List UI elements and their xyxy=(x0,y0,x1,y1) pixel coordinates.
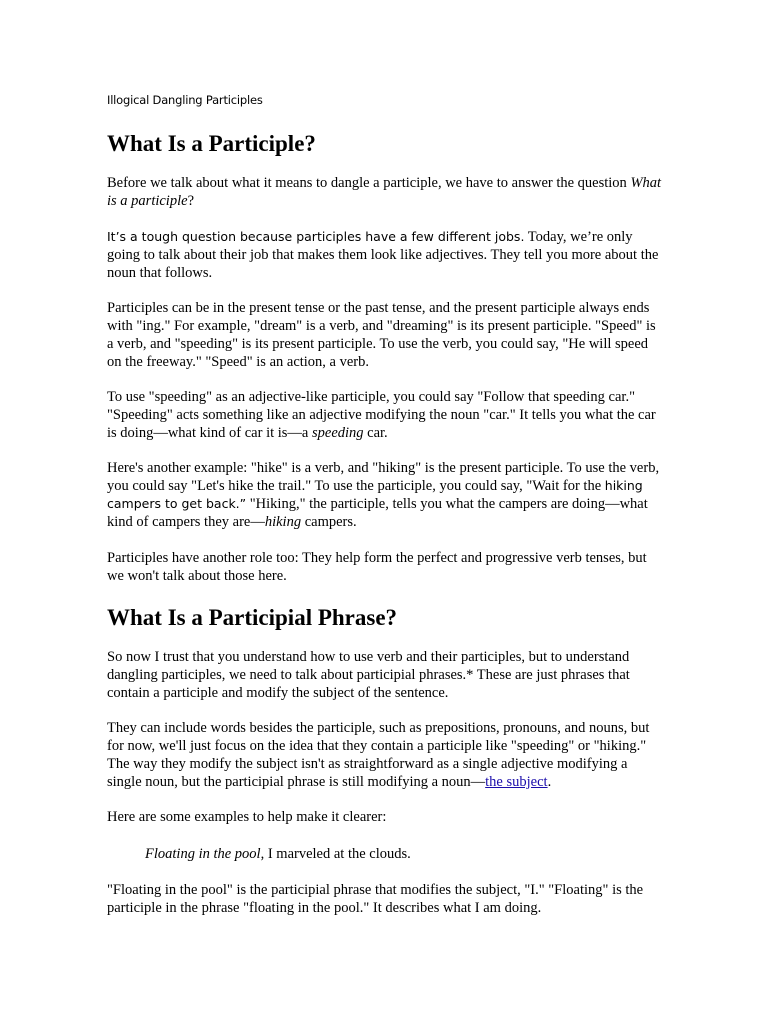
paragraph-speeding-example xyxy=(107,388,662,442)
the-subject-link[interactable]: the subject xyxy=(485,774,548,790)
text-run: To use "speeding" as an adjective-like participle, you could say "Follow that speeding car." "Speeding" acts something like an adjective modifying the noun "car." It tells you what the car is doing—what kind of car it is—a xyxy=(107,389,656,441)
paragraph-hiking-example xyxy=(107,459,662,531)
paragraph-tough-question xyxy=(107,228,662,282)
paragraph-floating-explanation: "Floating in the pool" is the participial phrase that modifies the subject, "I." "Floating" is the participle in the phrase "floating in the pool." It describes what I am doing. xyxy=(107,882,644,916)
paragraph-present-past-tense: Participles can be in the present tense or the past tense, and the present participle always ends with "ing." For example, "dream" is a verb, and "dreaming" is its present participle. "Speed" is a verb, and "speeding" is its present participle. To use the verb, you could say, "He will speed on the freeway." "Speed" is an action, a verb. xyxy=(107,300,656,370)
italic-text: speeding xyxy=(311,425,364,441)
heading-what-is-a-participial-phrase: What Is a Participial Phrase? xyxy=(107,605,398,630)
example-sentence xyxy=(145,845,662,863)
paragraph-participial-phrases: So now I trust that you understand how to use verb and their participles, but to understand dangling participles, we need to talk about participial phrases.* These are just phrases that contain a participle and modify the subject of the sentence. xyxy=(107,649,630,701)
heading-what-is-a-participle: What Is a Participle? xyxy=(107,131,316,156)
text-run-sans: hiking campers to get back.” xyxy=(107,478,643,511)
text-run-sans: It’s a tough question because participles have a few different jobs. xyxy=(107,229,525,244)
text-run: Before we talk about what it means to dangle a participle, we have to answer the question xyxy=(107,175,631,191)
paragraph-examples-intro: Here are some examples to help make it clearer: xyxy=(107,809,387,825)
text-run: Here's another example: "hike" is a verb, and "hiking" is the present participle. To use the verb, you could say "Let's hike the trail." To use the participle, you could say, "Wait for the xyxy=(107,460,660,494)
paragraph-intro xyxy=(107,174,662,210)
text-run: They can include words besides the participle, such as prepositions, pronouns, and nouns, but for now, we'll just focus on the idea that they contain a participle like "speeding" or "hiking." The way they modify the subject isn't as straightforward as a single adjective modifying a single noun, but the participial phrase is still modifying a noun— xyxy=(107,720,650,790)
text-run: , I marveled at the clouds. xyxy=(260,846,411,862)
paragraph-another-role: Participles have another role too: They help form the perfect and progressive verb tenses, but we won't talk about those here. xyxy=(107,550,647,584)
italic-text: Floating in the pool xyxy=(145,846,261,862)
text-run: ? xyxy=(187,193,194,209)
document-label: Illogical Dangling Participles xyxy=(107,93,263,107)
text-run: car. xyxy=(363,425,388,441)
text-run: campers. xyxy=(301,514,357,530)
italic-text: hiking xyxy=(264,514,302,530)
paragraph-include-words xyxy=(107,719,662,791)
text-run: . xyxy=(547,774,552,790)
italic-text: What is a participle xyxy=(107,175,662,209)
text-run: Today, we’re only going to talk about their job that makes them look like adjectives. They tell you more about the noun that follows. xyxy=(107,229,659,281)
text-run: "Hiking," the participle, tells you what the campers are doing—what kind of campers they are— xyxy=(107,496,648,530)
